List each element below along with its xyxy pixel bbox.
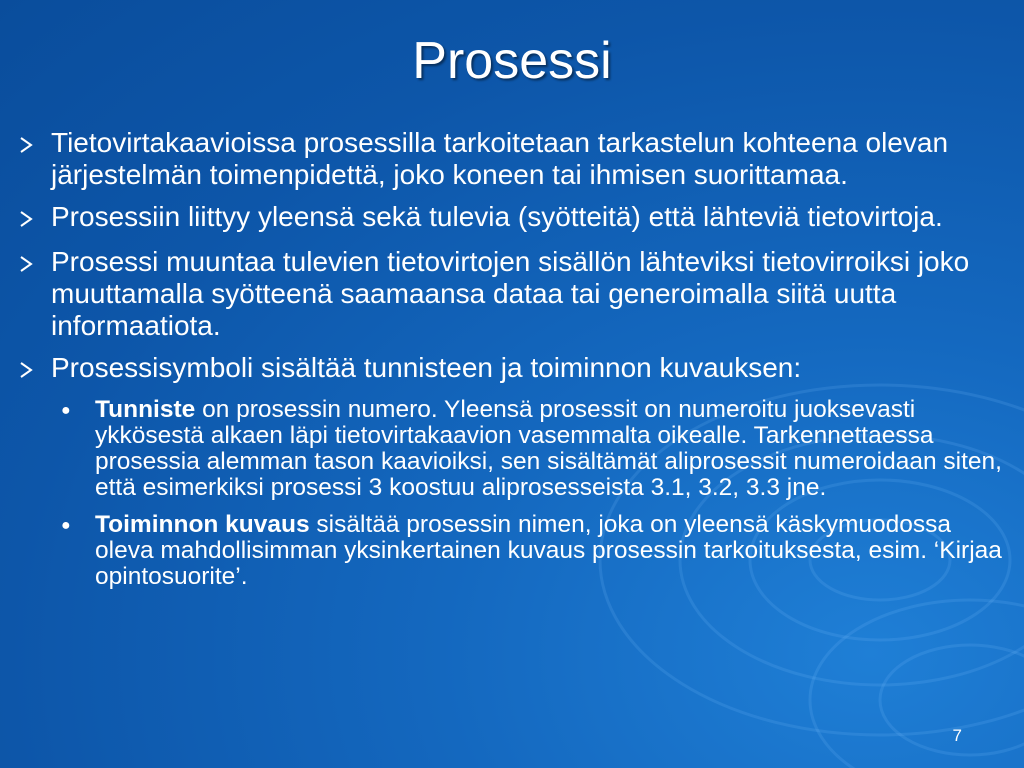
arrowhead-bullet-icon bbox=[18, 127, 51, 162]
sub-bullet-item bbox=[61, 512, 1013, 590]
bullet-text: Prosessisymboli sisältää tunnisteen ja toiminnon kuvauksen: bbox=[51, 352, 802, 383]
slide-content bbox=[18, 127, 1013, 601]
arrowhead-bullet-icon bbox=[18, 246, 51, 281]
sub-bullet-description: sisältää prosessin nimen, joka on yleensä käskymuodossa oleva mahdollisimman yksinkertainen kuvaus prosessin tarkoituksesta, esim. ‘Kirjaa opintosuorite’. bbox=[95, 511, 1002, 590]
bullet-text: Prosessi muuntaa tulevien tietovirtojen sisällön lähteviksi tietovirroiksi joko muuttamalla syötteenä saamaansa dataa tai generoimalla siitä uutta informaatiota. bbox=[51, 246, 970, 341]
round-dot-bullet-icon: ● bbox=[61, 402, 71, 419]
round-dot-bullet-icon: ● bbox=[61, 517, 71, 534]
sub-bullet-term: Toiminnon kuvaus bbox=[95, 511, 310, 538]
arrowhead-bullet-icon bbox=[18, 352, 51, 387]
sub-bullet-text bbox=[95, 397, 1013, 501]
bullet-text: Tietovirtakaavioissa prosessilla tarkoitetaan tarkastelun kohteena olevan järjestelmän toimenpidettä, joko koneen tai ihmisen suorittamaa. bbox=[51, 127, 949, 190]
bullet-item bbox=[18, 246, 1013, 342]
sub-bullet-item bbox=[61, 397, 1013, 501]
slide-title: Prosessi bbox=[412, 32, 612, 90]
sub-bullet-term: Tunniste bbox=[95, 396, 196, 423]
bullet-text: Prosessiin liittyy yleensä sekä tulevia (syötteitä) että lähteviä tietovirtoja. bbox=[51, 201, 943, 232]
page-number: 7 bbox=[952, 726, 962, 745]
sub-bullet-text bbox=[95, 512, 1013, 590]
arrowhead-bullet-icon bbox=[18, 201, 51, 236]
sub-bullet-description: on prosessin numero. Yleensä prosessit on numeroitu juoksevasti ykkösestä alkaen läpi tietovirtakaavion vasemmalta oikealle. Tarkennettaessa prosessia alemman tason kaavioiksi, sen sisältämät aliprosessit numeroidaan siten, että esimerkiksi prosessi 3 koostuu aliprosesseista 3.1, 3.2, 3.3 jne. bbox=[95, 396, 1002, 501]
bullet-item bbox=[18, 127, 1013, 191]
bullet-item bbox=[18, 352, 1013, 387]
bullet-item bbox=[18, 201, 1013, 236]
